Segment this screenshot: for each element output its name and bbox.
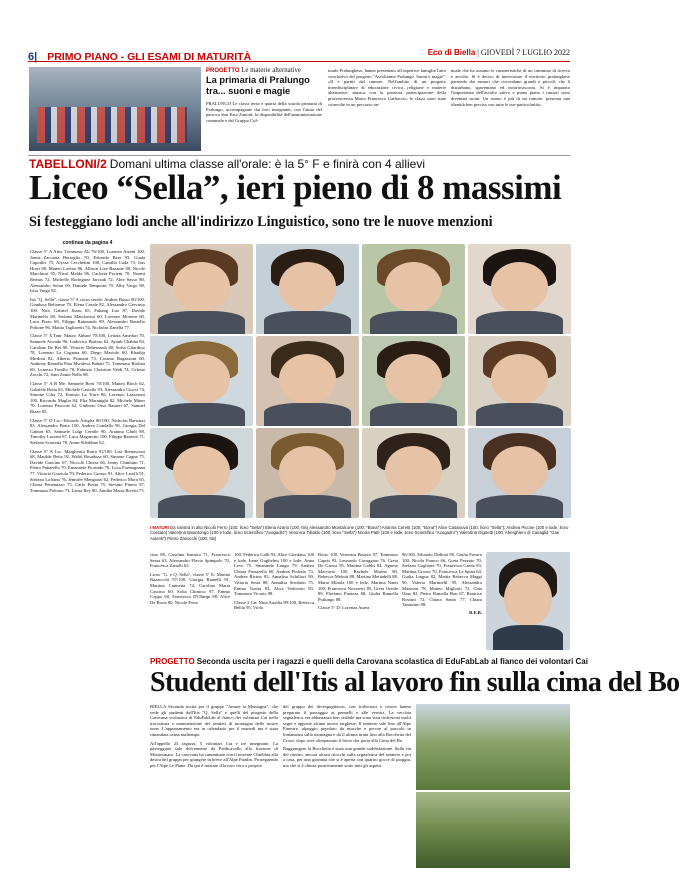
left-column [30,240,145,865]
student-photo [486,552,570,650]
top-story-col3: nuale che ha assunto le caratteristiche di un cammino di ricerca e ascolto. Si è deciso di intervistare il territorio pralunghese partendo dai rumori che circondano grandi e piccoli, che li disturbano, spaventano ed incuriosiscono. Si è imparato l'importanza dell'ascolto attivo e piano piano i rumori sono diventati suoni. Un suono è più di un rumore, presenta una identità ben precisa con tutte le sue particolarità». [451,68,570,107]
top-story-kicker: PROGETTO Le materie alternative [206,67,301,74]
student-photo [468,244,571,334]
student-photo [468,336,571,426]
divider [28,155,570,156]
student-photo [150,428,253,518]
hiking-photo-1 [416,704,570,790]
student-photo [150,336,253,426]
main-kicker: TABELLONI/2 Domani ultima classe all'orale: è la 5° F e finirà con 4 allievi [29,157,426,171]
student-photo [256,336,359,426]
student-photo [468,428,571,518]
page-number: 6 [28,51,35,63]
student-photo [256,244,359,334]
section-title: PRIMO PIANO - GLI ESAMI DI MATURITÀ [47,51,252,63]
main-headline: Liceo “Sella”, ieri pieno di 8 massimi [29,168,562,207]
hiking-photo-2 [416,792,570,868]
author-signature: R.E.B. [469,609,482,615]
results-col-4: 96/100, Edoardo Didioni 80, Giulia Favaro 100, Nicola Franco 66, Greta Pezzato 70, Stefano Gaglione 70, Francesca Greda 83, Martina Grosso 70, Francesca La Spina 64, Giulia Lingua 82, Mattia Rebecca Maggi 90, Valeria Martinelli 95, Alessandro Mazzoni 78, Matteo Migliotti 72, Gaia Omo 82, Pietro Ramella Bon 67, Beatrice Rossini 72, Chiara Santo 77, Chiara Tarantino 98. R.E.B. [402,552,482,615]
page-header: 6| PRIMO PIANO - GLI ESAMI DI MATURITÀ Eco di Biella | GIOVEDÌ 7 LUGLIO 2022 [28,48,570,63]
student-photo [362,336,465,426]
continua: continua da pagina 4 [62,240,113,246]
class-list: Classe 5° D Lsc: Edoardo Artiglia 80/100, Nicholas Barruzzi 83, Alessandro Botto 100, Andrea Condello 96, Giorgia Dal Canton 65, Samuele Luigi Cernile 90, Arianna Ghidi 88, Timothy Luciani 67, Luca Magarotto 100, Filippo Ranotto 71, Stefano Sciaretta 78, Amin Sileddine 62. [30,417,145,445]
top-story-photo [29,67,201,151]
paper-name: Eco di Biella [427,48,476,57]
class-list: Classe 5° A Tam: Mauro Abbate 70/100, Letizia Amedari 70, Samuele Avondo 96, Ludovico Bottaro 62, Ayoub Chabba 84, Carolina De Bei 90, Vittorio Debernardi 80, Sofia Gilardino 78, Lorenzo La Cognata 60, Diego Masiolo 60, Khadija Mirdoui 82, Alberto Pismatti 73, Cosimo Ragazzoni 60, Anthony Raniella Paia Mwaleva Bahati 75, Tommaso Riolina 60, Lorenzo Tunillo 70, Fabrizio Christian Valdi 74, Celeste Zacchi 72, Sam Zonta Nello 88. [30,333,145,378]
results-col-1: cino 80, Carolina Santoro 71, Francesco Sessa 63, Alessandro Flavio Spimpolo 70, Francesca Zanolli 63. Liceo "G. e Q. Sella", classe 5° E: Marina Bazzocchi 97/100, Giorgia Bianelli 91, Martina Caimetta 74, Carolina Maria Cascino 60, Sofia Chinicio 97, Emma Coppo 60, Francesco D'Olimpi 88, Alice De Boria 80, Nicolò Ferro [150,552,230,605]
results-col-2: 100, Federica Galli 93, Alice Giordano 100 e lode, Irene Guglielmi 100 e lode, Anna Levo 75, Smaranda Lungu 79, Andrea Chiara Passarella 60, Andrea Piolotto 73, Andrea Ricino 83, Annalisa Schillaci 90, Vittoria Sesta 88, Annalisa Strobino 75, Emma Tuetta 83, Alice Vedovato 83, Tommaso Vicario 98. Classe 2 Gn: Nina Auxilia 89/100, Rebecca Bellia 95, Viola [234,552,314,611]
issue-date: GIOVEDÌ 7 LUGLIO 2022 [480,48,570,57]
student-photo [362,244,465,334]
second-headline: Studenti dell'Itis al lavoro fin sulla cima del Bo [150,667,680,698]
class-list: Classe 5° A B Me: Samuele Berti 70/100, Matteo Bloch 62, Gabriele Botta 63, Michele Castello 93, Alessandro Ciucci 74, Simone Cilia 72, Ernesto La Torre 86, Lorenzo Lazzaroni 100, Riccardo Maglia 84, Elia Maranighi 82, Michele Miner 70, Lorenzo Pascone 62, Umberto Orso Ranieri 67, Samuel Rizzo 85. [30,381,145,415]
top-story-col1: PRALUNGO Le classi terza e quarta della scuola primaria di Pralungo, accompagnate dai loro insegnanti, con l'aiuto del parroco don Ezio Zanotti, la disponibilità dell'amministrazione comunale e del Gruppo Cul- [206,101,322,123]
top-story-col2: turale Pralunghese, hanno presentato all'ospettive famiglie l'atto conclusivo del progetto "Ascoltiamo Pralungo. Suoni e magie". «Il e partiti dal rumore. Nell'ambito di un progetto interdisciplinare di educazione civica, religione e materie alternative, musica con la preziosa partecipazione della professoressa Maria Francesca Garbaccio, le classi sono state coinvolte in un percorso an- [328,68,446,107]
results-col-3: Borio 100, Veronica Bruzzo 97, Tommaso Capris 93, Leonardo Cavaggion 76, Greta De Grossi 95, Martina Gobbi 84, Agnese Maccario 100, Rachele Marino 80, Rebecca Melotti 88, Martina Mettadelli 88, Marta Minola 100 e lode, Martina Nanti 100, Francesca Novaretti 85, Greta Oreale 89, Floriano Panizza 68, Giulia Ramella Pralungo 88. Classe 5° D: Lorenza Aurea [318,552,398,611]
student-photo [362,428,465,518]
photo-caption: I MATURI Da sinistra in alto Nicolò Ferro (100, liceo "Sella") Elena Azario (100, Itis) Alessandro Montalcone (100, "Bona") Arianna Ceretti (100, "Bona") Alice Casanova (100, liceo "Sella"); Andrea Picone (100 e lode, liceo Cossato) Valentina Bisantongo (100 e lode, liceo Scientifico "Avogadro") Veronica Tibaldo (100, liceo "Sella") Nicola Patti (100 e lode, liceo Scientifico "Avogadro") Valentina Gignetti (100, Aberghiero di Cavaglià "Gae Aulenti") Pietro Zanocchi (100, Itis) [150,525,569,541]
top-story-title: La primaria di Pralungo tra... suoni e magie [206,75,310,96]
masthead: Eco di Biella | GIOVEDÌ 7 LUGLIO 2022 [427,48,570,57]
student-photo [150,244,253,334]
main-subheadline: Si festeggiano lodi anche all'indirizzo Linguistico, sono tre le nuove menzioni [29,214,493,230]
student-photo [256,428,359,518]
class-list: Itis "Q. Sella", classe 5° A corso serale: Andrea Basso 80/100, Gianluca Beltrame 70, Elena Cesale 82, Alessandro Gervasio 100, Nico Gabriel Jitaru 65, Fukang Luo 87, Davide Marinello 68, Stefano Mascherini 60, Lorenzo Moretto 60, Luca Pizzo 68, Filippo Raimondo 89, Alessandro Rastello Poltone 96, Mattia Tagliaretti 74, Nicholas Zanella 77. [30,296,145,330]
second-col-1: BIELLA Seconda uscita per il gruppo "Amare la Montagna", che vede gli studenti dell'Itis "Q. Sella" e quelli del progetto della Carovana scolastica di EduFabLab al fianco dei volontari Cai nella tracciatura e manutenzione dei sentieri di montagna delle nostre zone. L'appuntamento era in calendario per il martedì ma è stata rimandata causa maltempo. All'appello 23 ragazzi, 5 volontari Cai e tre insegnanti. La passeggiata sale dolcemente da Piedicavallo alla frazione di Montesinaro. La carovana ha camminato con il torrente Chiobbia alla destra del gruppo per giungere in breve all'Alpe Pianlin. Proseguendo per l'Alpe Le Piane. Da qui è iniziato il lavoro vero e proprio [150,704,278,768]
second-col-2: del gruppo dei decespugliatori, con forbicioni e cesoie hanno preparato il passaggio ai pennelli e alle vernici. La vecchia segnaletica era abbastanza ben visibile ma sono stati rinfrescati molti segni e apposte alcune nuove targhette. Il sentiero sale fino all'Alpe Finestre, alpeggio popolato da mucche e pecore al pascolo in lontananza sulla montagna e da il ultima tirata fino alla Bocchetta del Croso, dopo aver oltrepassato il bivio che porta alla Cima del Bo. Raggiungere la Bocchetta è stata una grande soddisfazione. Sulla via del ritorno, ancora alcuni ritocchi sulla segnaletica del sentiero e poi a casa, per una giornata che si è aperta con quattro gocce di pioggia, ma che si è chiusa positivamente sotto tutti gli aspetti. [283,704,411,768]
second-kicker: PROGETTO Seconda uscita per i ragazzi e quelli della Carovana scolastica di EduFabLab al fianco dei volontari Cai [150,657,588,666]
class-list: Classe 5° A Afm: Tommaso Ali 76/100, Lorenzo Atzeni 100, Jonut Zaccaria Bertoglio 70, Edoardo Beta 93, Giada Capodici 75, Alyssa Cecchettin 100, Camilla Coda 73, Iras Horri 80, Matteo Lavino 86, Allison Lize Bazante 80, Nicole Marchiori 95, Nicol Melda 86, Carlotta Proietti 70, Noemi Remus 72, Michelle Rodriguez Jarczak 72, Alex Sasso 80, Alessandro Solari 60, Daniele Temporin 70, Alby Vargo 98, Irisa Vargo 82. [30,249,145,294]
class-list: Classe 5° A Lsc: Margherita Barra 91/100, Lisa Bernasconi 68, Matilde Betta 92, Walid Bouabssa 60, Simone Cagna 75, Davide Caucino 67, Niccolò Chiesa 66, Jenny Climbinn 71, Pietro Pattarello 70, Emanuele Fiorindo 76, Luca Formagnana 77, Vittoria Graziola 70, Federico Grosso 91, Alice Livelli 91, Stefano Lofrano 76, Jennifer Mengozzi 62, Federico Moro 65, Chiara Pettenuzzo 75, Carlo Pietta 75, Stefano Pinoto 87, Tommaso Poltono 73, Laura Rey 80, Annika Maria Rivetti 75. [30,448,145,493]
